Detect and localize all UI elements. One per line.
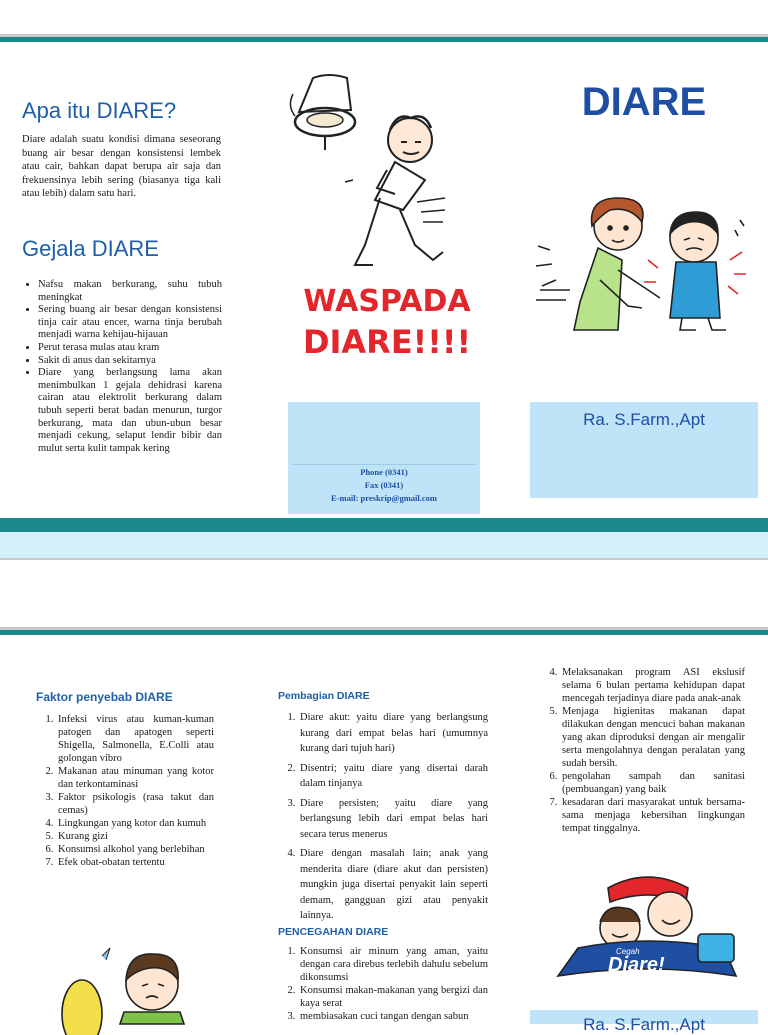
type-item: 4. Diare dengan masalah lain; anak yang menderita diare (diare akut dan persisten) mungkin juga disertai penyakit lain seperti demam, gangguan gizi atau penyakit lainnya.: [298, 846, 488, 924]
prevention-item: 3. membiasakan cuci tangan dengan sabun: [298, 1010, 488, 1023]
contact-details: [288, 466, 480, 505]
page1-bottom-light-bar: [0, 532, 768, 558]
mother-child-illustration: [530, 190, 755, 335]
page2-top-teal-bar: [0, 630, 768, 635]
cover-title: DIARE: [581, 80, 707, 124]
prevention-item: 7. kesadaran dari masyarakat untuk bersama-sama menjaga kebersihan lingkungan tempat tinggalnya.: [560, 796, 745, 835]
contact-phone: Phone (0341): [360, 467, 408, 477]
prevention-list: [278, 945, 488, 1023]
cause-list: [36, 713, 214, 869]
heading-what-is-diarrhea: Apa itu DIARE?: [22, 98, 177, 123]
type-list: [278, 710, 488, 924]
definition-paragraph: [22, 133, 221, 201]
cause-item: 7. Efek obat-obatan tertentu: [56, 856, 214, 869]
contact-box: [288, 402, 480, 514]
sick-child-illustration: [40, 930, 208, 1024]
type-item: 1. Diare akut: yaitu diare yang berlangsung kurang dari empat belas hari (umumnya kurang dari tujuh hari): [298, 710, 488, 757]
prevention-item: 4. Melaksanakan program ASI ekslusif selama 6 bulan pertama kehidupan dapat mencegah terjadinya diare pada anak-anak: [560, 666, 745, 705]
warning-text: [302, 282, 472, 362]
contact-fax: Fax (0341): [364, 480, 404, 490]
symptom-item: • Perut terasa mulas atau kram: [38, 342, 222, 355]
author-box-page2: [530, 1010, 758, 1034]
cause-item: 2. Makanan atau minuman yang kotor dan terkontaminasi: [56, 765, 214, 791]
contact-divider: [292, 464, 476, 465]
prevention-item: 6. pengolahan sampah dan sanitasi (pembuangan) yang baik: [560, 770, 745, 796]
warning-line1: WASPADA: [303, 284, 471, 319]
warning-line2: DIARE!!!!: [302, 323, 472, 361]
prevention-list-continued: [540, 666, 745, 835]
cause-item: 6. Konsumsi alkohol yang berlebihan: [56, 843, 214, 856]
cegah-diare-logo: [548, 868, 743, 996]
logo-big-text: Diare!: [608, 954, 665, 976]
heading-types: Pembagian DIARE: [278, 690, 370, 702]
logo-small-text: Cegah: [616, 947, 640, 956]
symptom-list: [24, 279, 222, 455]
top-divider-teal: [0, 37, 768, 42]
author-box: [530, 402, 758, 498]
type-item: 3. Diare persisten; yaitu diare yang berlangsung lebih dari empat belas hari secara terus menerus: [298, 796, 488, 843]
type-item: 2. Disentri; yaitu diare yang disertai darah dalam tinjanya: [298, 761, 488, 792]
definition-text: Diare adalah suatu kondisi dimana seseorang buang air besar dengan konsistensi lembek atau cair, bahkan dapat berupa air saja dan frekuensinya lebih sering (biasanya tiga kali atau lebih) dalam satu hari.: [22, 134, 221, 200]
heading-prevention: PENCEGAHAN DIARE: [278, 926, 389, 938]
cause-item: 5. Kurang gizi: [56, 830, 214, 843]
page1-bottom-gray-line: [0, 558, 768, 560]
cause-item: 3. Faktor psikologis (rasa takut dan cemas): [56, 791, 214, 817]
prevention-item: 5. Menjaga higienitas makanan dapat dilakukan dengan mencuci bahan makanan yang akan diproduksi dengan air mengalir serta mengolahnya dengan peralatan yang sudah bersih.: [560, 705, 745, 770]
symptom-item: • Sering buang air besar dengan konsistensi tinja cair atau encer, warna tinja berubah menjadi warna kehijau-hijauan: [38, 304, 222, 342]
page1-bottom-teal-bar: [0, 518, 768, 532]
cause-item: 1. Infeksi virus atau kuman-kuman patogen dan apatogen seperti Shigella, Salmonella, E.Colli atau golongan vibro: [56, 713, 214, 765]
symptom-item: • Nafsu makan berkurang, suhu tubuh meningkat: [38, 279, 222, 304]
symptom-item: • Sakit di anus dan sekitarnya: [38, 355, 222, 368]
prevention-item: 2. Konsumsi makan-makanan yang bergizi dan kaya serat: [298, 984, 488, 1010]
heading-causes: Faktor penyebab DIARE: [36, 690, 173, 704]
toilet-boy-illustration: [285, 70, 455, 280]
prevention-item: 1. Konsumsi air minum yang aman, yaitu dengan cara direbus terlebih dahulu sebelum dikonsumsi: [298, 945, 488, 984]
symptom-item: • Diare yang berlangsung lama akan menimbulkan 1 gejala dehidrasi karena cairan atau elektrolit berkurang dalam tubuh seperti berat badan menurun, turgor berkurang, mata dan ubun-ubun besar menjadi cekung, selaput lendir bibir dan mulut serta kulit tampak kering: [38, 367, 222, 455]
cause-item: 4. Lingkungan yang kotor dan kumuh: [56, 817, 214, 830]
author-name: Ra. S.Farm.,Apt: [583, 410, 705, 429]
author-name-page2: Ra. S.Farm.,Apt: [583, 1015, 705, 1034]
contact-email[interactable]: E-mail: preskrip@gmail.com: [331, 493, 437, 503]
heading-symptoms: Gejala DIARE: [22, 236, 159, 261]
